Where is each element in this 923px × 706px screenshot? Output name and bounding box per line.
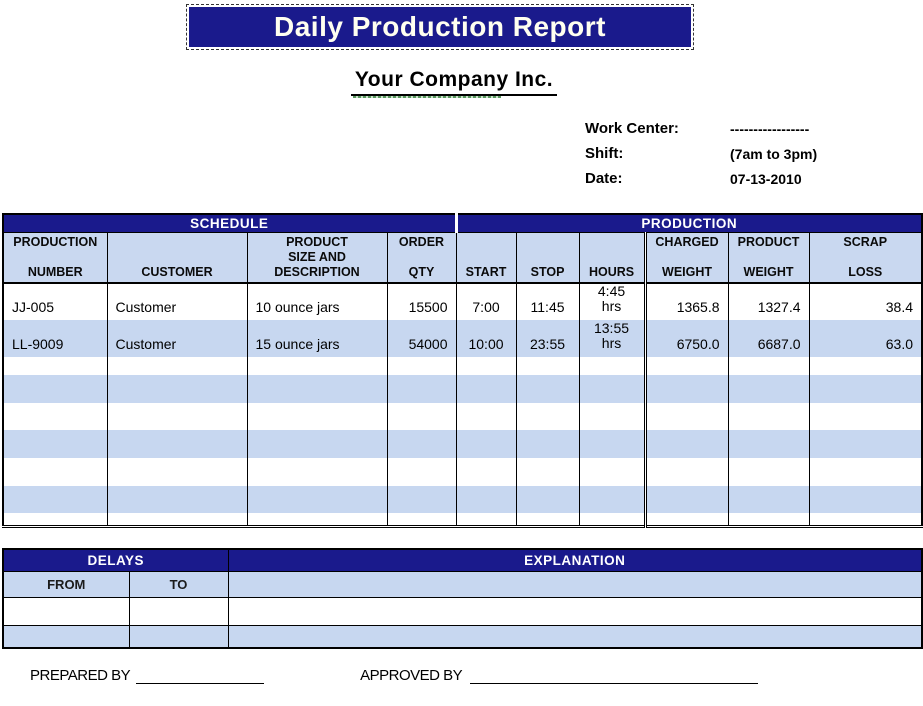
explanation-section-header: EXPLANATION xyxy=(228,549,922,571)
empty-cell[interactable] xyxy=(809,458,922,486)
empty-cell[interactable] xyxy=(579,430,645,458)
empty-cell[interactable] xyxy=(247,430,387,458)
col-customer xyxy=(107,232,247,283)
cell-charged-weight[interactable]: 1365.8 xyxy=(645,283,728,320)
empty-cell[interactable] xyxy=(247,403,387,430)
empty-cell[interactable] xyxy=(645,375,728,403)
empty-cell[interactable] xyxy=(728,403,809,430)
cell-customer[interactable]: Customer xyxy=(107,283,247,320)
date-value[interactable]: 07-13-2010 xyxy=(730,170,802,187)
col-line: SIZE AND xyxy=(288,249,346,264)
empty-cell[interactable] xyxy=(809,403,922,430)
empty-cell[interactable] xyxy=(645,357,728,375)
empty-cell[interactable] xyxy=(645,458,728,486)
signature-footer xyxy=(30,666,758,684)
col-order-qty xyxy=(387,232,456,283)
cell-scrap-loss[interactable]: 38.4 xyxy=(809,283,922,320)
empty-cell[interactable] xyxy=(107,486,247,513)
delays-row xyxy=(3,625,922,648)
column-header-row xyxy=(3,232,922,283)
col-line: QTY xyxy=(408,264,435,279)
empty-cell[interactable] xyxy=(387,375,456,403)
empty-cell[interactable] xyxy=(809,357,922,375)
cell-product-weight[interactable]: 6687.0 xyxy=(728,320,809,357)
empty-cell[interactable] xyxy=(579,513,645,527)
cell-scrap-loss[interactable]: 63.0 xyxy=(809,320,922,357)
empty-table-row xyxy=(3,430,922,458)
schedule-section-header: SCHEDULE xyxy=(3,214,456,232)
empty-cell[interactable] xyxy=(247,375,387,403)
empty-cell[interactable] xyxy=(456,375,516,403)
empty-cell[interactable] xyxy=(809,513,922,527)
empty-cell[interactable] xyxy=(728,375,809,403)
empty-cell[interactable] xyxy=(3,375,107,403)
col-line: PRODUCTION xyxy=(13,234,98,249)
empty-cell[interactable] xyxy=(247,513,387,527)
col-from: FROM xyxy=(3,571,129,597)
empty-cell[interactable] xyxy=(3,403,107,430)
empty-table-row xyxy=(3,458,922,486)
cell-stop[interactable]: 23:55 xyxy=(516,320,579,357)
cell-production-number[interactable]: JJ-005 xyxy=(3,283,107,320)
empty-cell[interactable] xyxy=(456,486,516,513)
table-row xyxy=(3,320,922,357)
empty-cell[interactable] xyxy=(516,357,579,375)
col-stop xyxy=(516,232,579,283)
delays-header-row xyxy=(3,549,922,571)
date-label: Date: xyxy=(585,170,623,187)
empty-cell[interactable] xyxy=(728,486,809,513)
to-cell[interactable] xyxy=(129,625,228,648)
col-line: NUMBER xyxy=(27,264,83,279)
empty-cell[interactable] xyxy=(107,357,247,375)
title-banner xyxy=(186,4,694,50)
delays-section-header: DELAYS xyxy=(3,549,228,571)
empty-cell[interactable] xyxy=(645,430,728,458)
col-line: CHARGED xyxy=(655,234,719,249)
col-line: WEIGHT xyxy=(662,264,713,279)
empty-cell[interactable] xyxy=(3,486,107,513)
empty-cell[interactable] xyxy=(579,486,645,513)
cell-hours[interactable] xyxy=(579,320,645,357)
empty-cell[interactable] xyxy=(809,375,922,403)
empty-cell[interactable] xyxy=(387,513,456,527)
empty-cell[interactable] xyxy=(809,430,922,458)
info-panel xyxy=(585,116,817,191)
work-center-label: Work Center: xyxy=(585,120,679,137)
empty-cell[interactable] xyxy=(456,430,516,458)
empty-cell[interactable] xyxy=(107,430,247,458)
empty-cell[interactable] xyxy=(579,458,645,486)
prepared-by-signature-line[interactable] xyxy=(136,666,264,684)
from-cell[interactable] xyxy=(3,625,129,648)
empty-cell[interactable] xyxy=(387,430,456,458)
col-line: WEIGHT xyxy=(743,264,794,279)
col-line: CUSTOMER xyxy=(141,264,213,279)
col-line: DESCRIPTION xyxy=(274,264,360,279)
col-line: LOSS xyxy=(848,264,883,279)
empty-cell[interactable] xyxy=(728,357,809,375)
empty-cell[interactable] xyxy=(387,403,456,430)
empty-cell[interactable] xyxy=(728,513,809,527)
hours-value: 4:45 xyxy=(597,282,626,299)
empty-cell[interactable] xyxy=(728,430,809,458)
empty-table-row xyxy=(3,403,922,430)
from-cell[interactable] xyxy=(3,597,129,625)
date-row xyxy=(585,166,817,191)
empty-cell[interactable] xyxy=(3,458,107,486)
col-start xyxy=(456,232,516,283)
company-name-wrap xyxy=(0,68,908,96)
production-section-header: PRODUCTION xyxy=(456,214,922,232)
delays-subheader-row xyxy=(3,571,922,597)
empty-cell[interactable] xyxy=(645,403,728,430)
work-center-value[interactable]: ----------------- xyxy=(730,120,810,137)
section-header-row xyxy=(3,214,922,232)
empty-cell[interactable] xyxy=(516,486,579,513)
spellcheck-underline xyxy=(353,96,502,98)
cell-product[interactable]: 15 ounce jars xyxy=(247,320,387,357)
table-row xyxy=(3,283,922,320)
company-name: Your Company Inc. xyxy=(351,68,557,96)
empty-cell[interactable] xyxy=(645,486,728,513)
col-line: SCRAP xyxy=(843,234,888,249)
empty-cell[interactable] xyxy=(247,486,387,513)
empty-cell[interactable] xyxy=(3,357,107,375)
empty-cell[interactable] xyxy=(107,513,247,527)
cell-customer[interactable]: Customer xyxy=(107,320,247,357)
cell-start[interactable]: 7:00 xyxy=(456,283,516,320)
col-product-weight xyxy=(728,232,809,283)
col-line: PRODUCT xyxy=(737,234,800,249)
empty-cell[interactable] xyxy=(456,458,516,486)
empty-cell[interactable] xyxy=(387,486,456,513)
hours-unit: hrs xyxy=(601,335,622,352)
col-hours xyxy=(579,232,645,283)
empty-cell[interactable] xyxy=(579,357,645,375)
empty-cell[interactable] xyxy=(516,458,579,486)
explanation-cell[interactable] xyxy=(228,571,922,597)
empty-table-row xyxy=(3,375,922,403)
prepared-by-label: PREPARED BY xyxy=(30,667,131,684)
empty-cell[interactable] xyxy=(516,375,579,403)
empty-cell[interactable] xyxy=(3,513,107,527)
cell-stop[interactable]: 11:45 xyxy=(516,283,579,320)
col-production-number xyxy=(3,232,107,283)
empty-cell[interactable] xyxy=(247,357,387,375)
report-title: Daily Production Report xyxy=(274,11,606,42)
approved-by-signature-line[interactable] xyxy=(470,666,758,684)
col-line: STOP xyxy=(530,264,565,279)
col-line: PRODUCT xyxy=(286,234,348,249)
delays-row xyxy=(3,597,922,625)
empty-cell[interactable] xyxy=(456,513,516,527)
empty-cell[interactable] xyxy=(456,357,516,375)
empty-cell[interactable] xyxy=(516,513,579,527)
work-center-row xyxy=(585,116,817,141)
delays-table xyxy=(2,548,923,649)
hours-unit: hrs xyxy=(601,298,622,315)
empty-cell[interactable] xyxy=(728,458,809,486)
col-to: TO xyxy=(129,571,228,597)
cell-product[interactable]: 10 ounce jars xyxy=(247,283,387,320)
col-charged-weight xyxy=(645,232,728,283)
empty-cell[interactable] xyxy=(107,458,247,486)
empty-cell[interactable] xyxy=(3,430,107,458)
empty-table-row xyxy=(3,357,922,375)
col-line: HOURS xyxy=(588,264,635,279)
empty-cell[interactable] xyxy=(516,403,579,430)
empty-table-row xyxy=(3,486,922,513)
empty-cell[interactable] xyxy=(579,375,645,403)
explanation-cell[interactable] xyxy=(228,597,922,625)
empty-cell[interactable] xyxy=(456,403,516,430)
shift-row xyxy=(585,141,817,166)
col-product-size-description xyxy=(247,232,387,283)
shift-value[interactable]: (7am to 3pm) xyxy=(730,145,818,162)
empty-cell[interactable] xyxy=(247,458,387,486)
empty-cell[interactable] xyxy=(107,403,247,430)
empty-cell[interactable] xyxy=(579,403,645,430)
col-line: ORDER xyxy=(398,234,445,249)
cell-order-qty[interactable]: 15500 xyxy=(387,283,456,320)
cell-order-qty[interactable]: 54000 xyxy=(387,320,456,357)
cell-product-weight[interactable]: 1327.4 xyxy=(728,283,809,320)
empty-table-row xyxy=(3,513,922,527)
cell-charged-weight[interactable]: 6750.0 xyxy=(645,320,728,357)
explanation-cell[interactable] xyxy=(228,625,922,648)
approved-by-label: APPROVED BY xyxy=(360,667,463,684)
shift-label: Shift: xyxy=(585,145,624,162)
col-scrap-loss xyxy=(809,232,922,283)
cell-start[interactable]: 10:00 xyxy=(456,320,516,357)
empty-cell[interactable] xyxy=(387,458,456,486)
empty-cell[interactable] xyxy=(645,513,728,527)
empty-cell[interactable] xyxy=(107,375,247,403)
empty-cell[interactable] xyxy=(516,430,579,458)
col-line: START xyxy=(465,264,507,279)
cell-hours[interactable] xyxy=(579,283,645,320)
production-table xyxy=(2,213,923,528)
empty-cell[interactable] xyxy=(809,486,922,513)
hours-value: 13:55 xyxy=(593,319,630,336)
empty-cell[interactable] xyxy=(387,357,456,375)
cell-production-number[interactable]: LL-9009 xyxy=(3,320,107,357)
to-cell[interactable] xyxy=(129,597,228,625)
